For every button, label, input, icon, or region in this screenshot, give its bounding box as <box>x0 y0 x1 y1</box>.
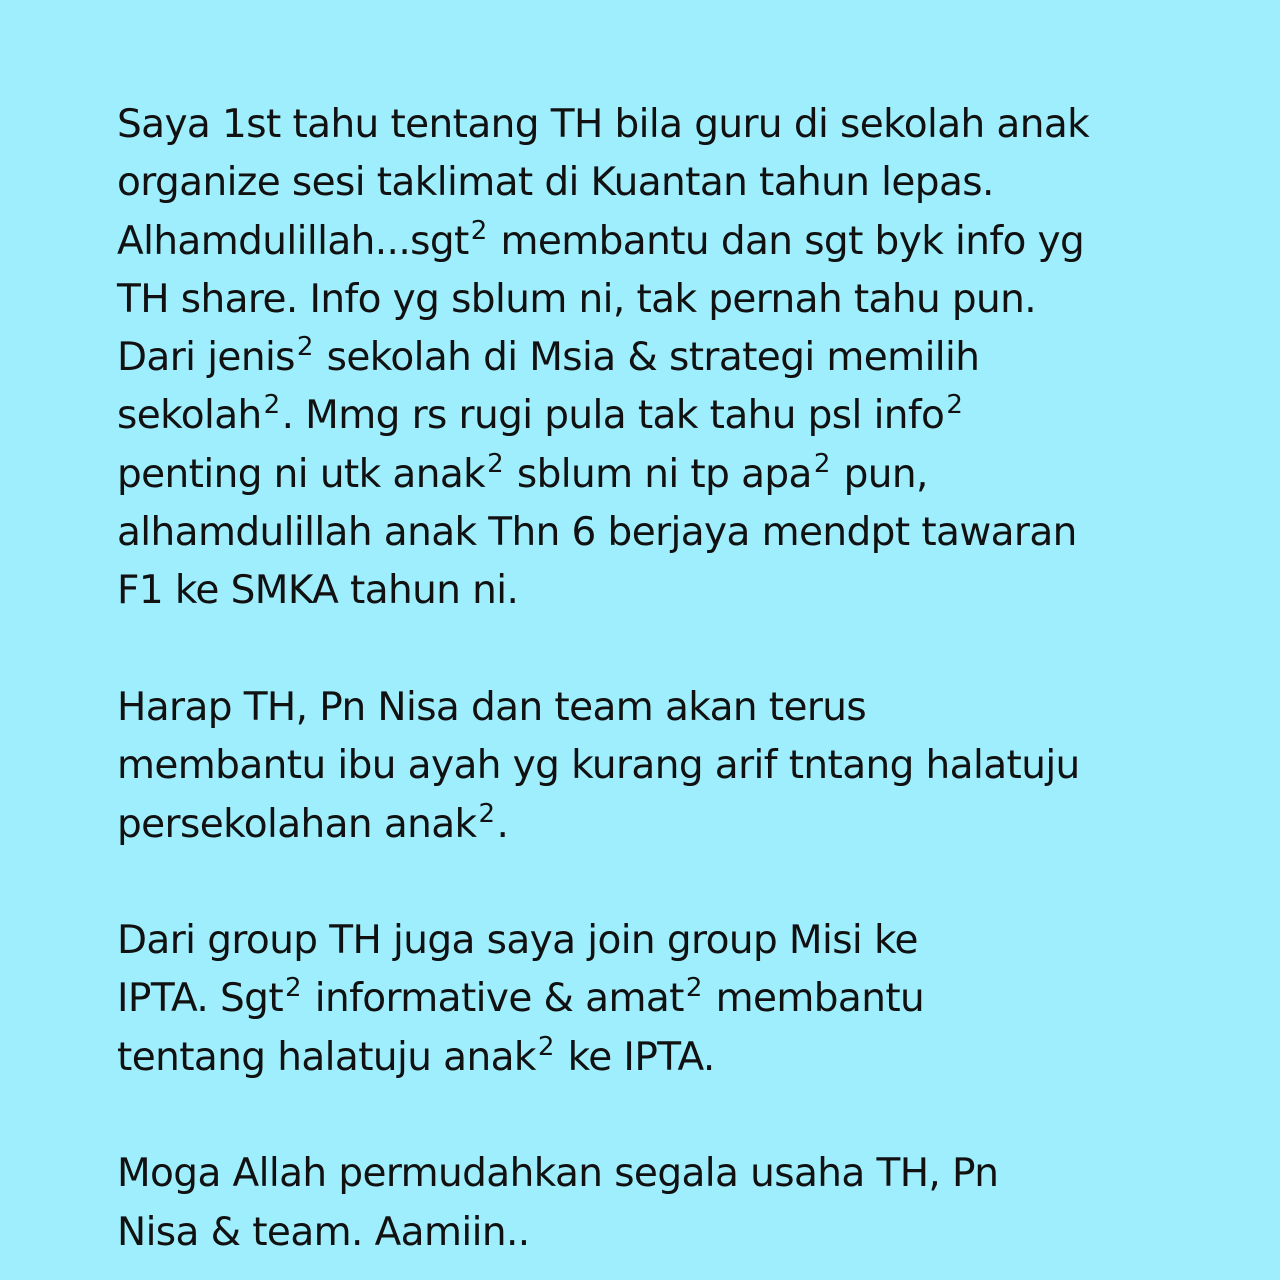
text-line: Alhamdulillah...sgt$^2$ membantu dan sgt byk info yg <box>117 215 1085 264</box>
superscript-two: 2 <box>285 973 301 1004</box>
superscript-two: 2 <box>470 215 487 246</box>
superscript-two: 2 <box>296 332 313 363</box>
text-line: Moga Allah permudahkan segala usaha TH, Pn <box>117 1151 999 1197</box>
text-line: F1 ke SMKA tahun ni. <box>117 568 519 614</box>
text-line: organize sesi taklimat di Kuantan tahun lepas. <box>117 160 994 206</box>
text-line: penting ni utk anak$^2$ sblum ni tp apa$^2$ pun, <box>117 448 928 497</box>
text-line: Nisa & team. Aamiin.. <box>117 1209 530 1255</box>
text-line: membantu ibu ayah yg kurang arif tntang halatuju <box>117 743 1080 789</box>
paragraph-2 <box>117 679 1257 854</box>
text-line: persekolahan anak$^2$. <box>117 798 509 847</box>
text-line: Dari jenis$^2$ sekolah di Msia & strategi memilih <box>117 332 980 381</box>
superscript-two: 2 <box>813 448 830 479</box>
superscript-two: 2 <box>478 798 495 829</box>
paragraph-3 <box>117 912 1257 1087</box>
text-line: IPTA. Sgt$^2$ informative & amat$^2$ membantu <box>117 973 925 1022</box>
text-line: Saya 1st tahu tentang TH bila guru di sekolah anak <box>117 102 1090 147</box>
superscript-two: 2 <box>537 1031 554 1062</box>
text-line: TH share. Info yg sblum ni, tak pernah tahu pun. <box>117 276 1037 322</box>
text-line: alhamdulillah anak Thn 6 berjaya mendpt tawaran <box>117 510 1077 556</box>
testimonial-text <box>117 96 1257 1262</box>
superscript-two: 2 <box>263 390 280 421</box>
paragraph-4 <box>117 1145 1257 1262</box>
superscript-two: 2 <box>487 448 504 479</box>
text-line: Dari group TH juga saya join group Misi ke <box>117 918 918 964</box>
text-line: sekolah$^2$. Mmg rs rugi pula tak tahu psl info$^2$ <box>117 390 963 439</box>
paragraph-1 <box>117 96 1257 621</box>
text-line: Harap TH, Pn Nisa dan team akan terus <box>117 684 867 730</box>
text-line: tentang halatuju anak$^2$ ke IPTA. <box>117 1031 715 1080</box>
superscript-two: 2 <box>685 973 702 1004</box>
superscript-two: 2 <box>946 390 963 421</box>
